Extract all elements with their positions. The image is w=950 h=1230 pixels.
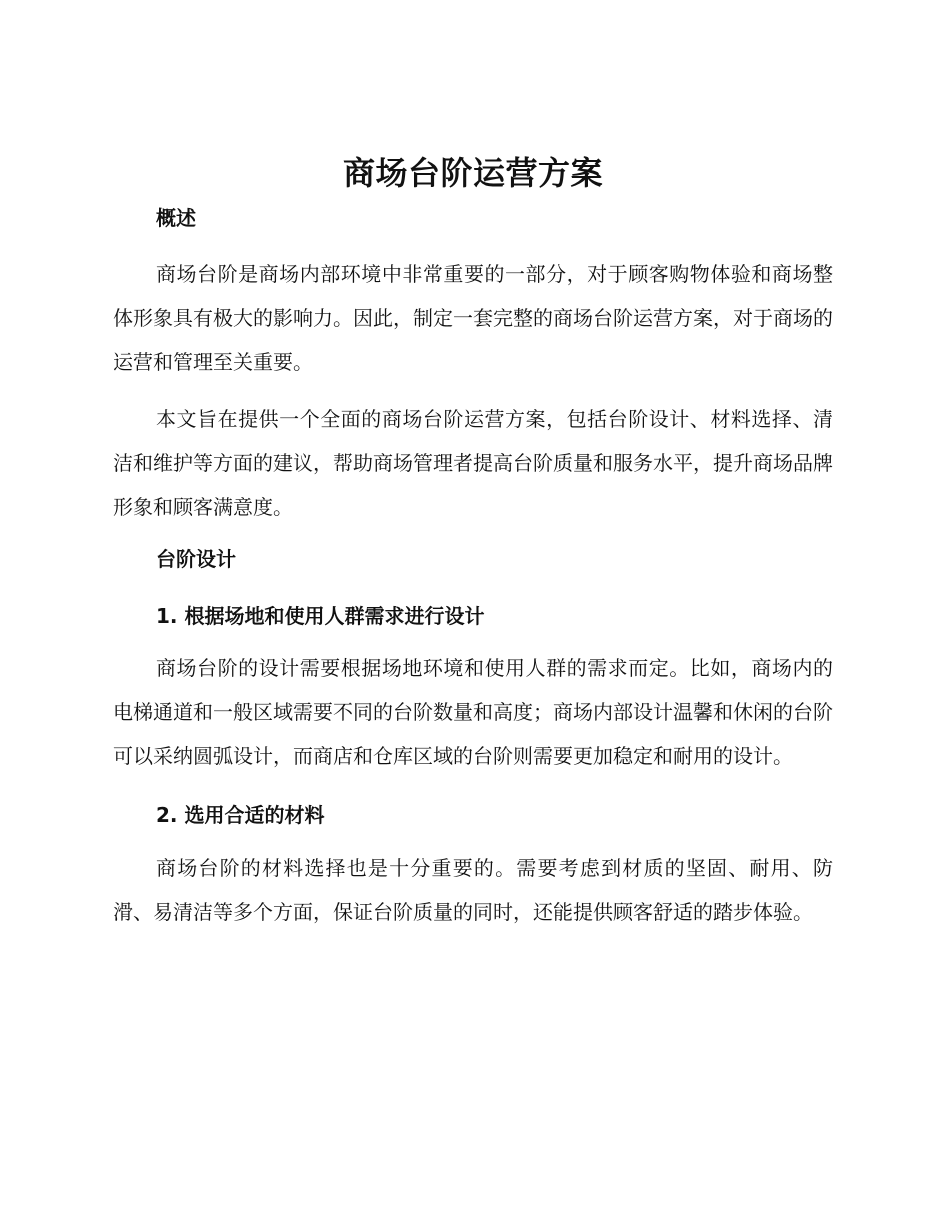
overview-paragraph-1: 商场台阶是商场内部环境中非常重要的一部分，对于顾客购物体验和商场整体形象具有极大的影响力。因此，制定一套完整的商场台阶运营方案，对于商场的运营和管理至关重要。 xyxy=(113,262,833,374)
document-title: 商场台阶运营方案 xyxy=(342,154,603,192)
overview-heading: 概述 xyxy=(156,206,196,230)
design-subheading-1: 1. 根据场地和使用人群需求进行设计 xyxy=(156,604,485,628)
design-paragraph-2: 商场台阶的材料选择也是十分重要的。需要考虑到材质的坚固、耐用、防滑、易清洁等多个方面，保证台阶质量的同时，还能提供顾客舒适的踏步体验。 xyxy=(113,856,833,924)
design-heading: 台阶设计 xyxy=(156,547,236,571)
design-paragraph-1: 商场台阶的设计需要根据场地环境和使用人群的需求而定。比如，商场内的电梯通道和一般区域需要不同的台阶数量和高度；商场内部设计温馨和休闲的台阶可以采纳圆弧设计，而商店和仓库区域的台阶则需要更加稳定和耐用的设计。 xyxy=(113,656,833,768)
design-subheading-2: 2. 选用合适的材料 xyxy=(156,803,325,827)
document-page xyxy=(113,150,833,934)
overview-paragraph-2: 本文旨在提供一个全面的商场台阶运营方案，包括台阶设计、材料选择、清洁和维护等方面的建议，帮助商场管理者提高台阶质量和服务水平，提升商场品牌形象和顾客满意度。 xyxy=(113,407,833,519)
